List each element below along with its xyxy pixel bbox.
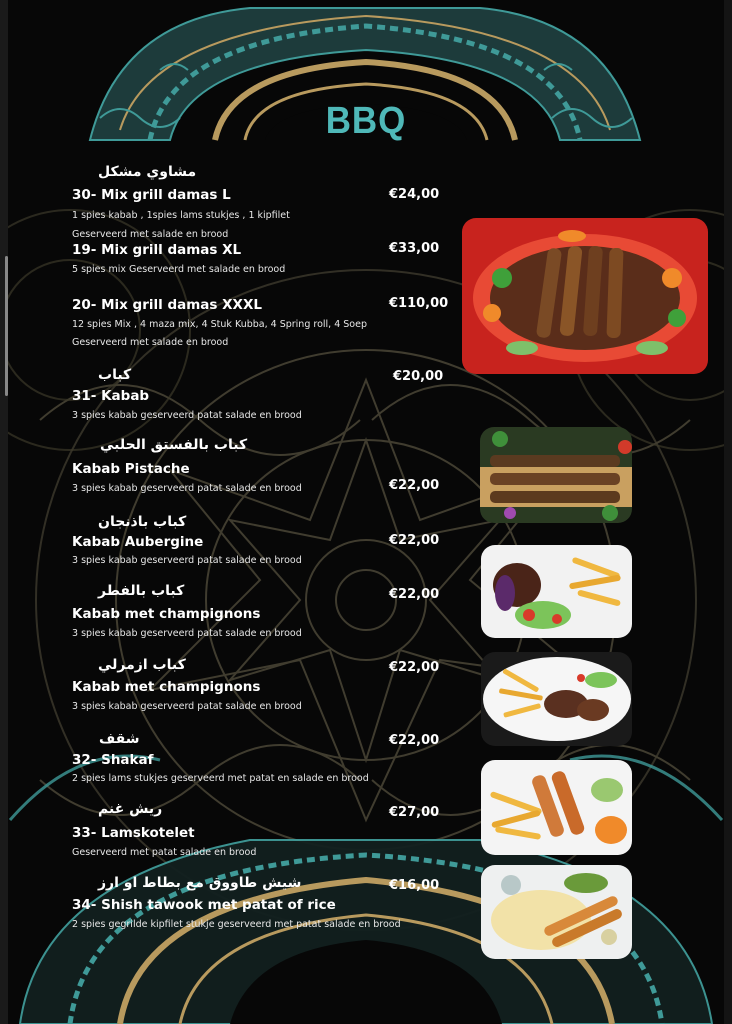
- item-name: 20- Mix grill damas XXXL: [72, 297, 262, 313]
- shakaf-photo: [481, 760, 632, 855]
- shish-tawook-photo: [481, 865, 632, 959]
- kabab-pistache-photo: [480, 427, 632, 523]
- left-frame: [0, 0, 8, 1024]
- item-description: 3 spies kabab geserveerd patat salade en brood: [72, 410, 302, 421]
- item-description: 5 spies mix Geserveerd met salade en brood: [72, 264, 286, 275]
- item-price: €20,00: [393, 369, 444, 384]
- scrollbar[interactable]: [5, 256, 8, 396]
- item-price: €22,00: [389, 587, 440, 602]
- item-arabic-name: كباب ازمرلي: [98, 657, 186, 673]
- item-name: 32- Shakaf: [72, 752, 154, 768]
- item-description: 3 spies kabab geserveerd patat salade en brood: [72, 555, 302, 566]
- item-name: 34- Shish tawook met patat of rice: [72, 897, 336, 913]
- right-frame: [724, 0, 732, 1024]
- mix-grill-photo: [462, 218, 708, 374]
- page-title: BBQ: [325, 100, 407, 142]
- item-name: Kabab Aubergine: [72, 534, 204, 550]
- item-name: 19- Mix grill damas XL: [72, 242, 242, 258]
- item-description: 2 spies gegrilde kipfilet stukje geserveerd met patat salade en brood: [72, 919, 401, 930]
- item-price: €110,00: [389, 296, 449, 311]
- section-arabic-heading: مشاوي مشكل: [98, 164, 197, 180]
- item-description: Geserveerd met patat salade en brood: [72, 847, 257, 858]
- item-arabic-name: شيش طاووق مع بطاط او ارز: [98, 875, 302, 891]
- item-arabic-name: كباب باذنجان: [98, 514, 187, 530]
- item-name: Kabab Pistache: [72, 461, 190, 477]
- item-name: Kabab met champignons: [72, 679, 261, 695]
- item-price: €27,00: [389, 805, 440, 820]
- kabab-aubergine-photo: [481, 545, 632, 638]
- item-name: Kabab met champignons: [72, 606, 261, 622]
- item-price: €22,00: [389, 533, 440, 548]
- item-price: €22,00: [389, 660, 440, 675]
- item-description: 1 spies kabab , 1spies lams stukjes , 1 kipfilet: [72, 210, 290, 221]
- section-arabic-heading: كباب: [98, 367, 132, 383]
- item-name: 30- Mix grill damas L: [72, 187, 231, 203]
- item-price: €24,00: [389, 187, 440, 202]
- item-arabic-name: كباب بالفستق الحلبي: [100, 437, 248, 453]
- item-description: 3 spies kabab geserveerd patat salade en brood: [72, 701, 302, 712]
- item-price: €22,00: [389, 733, 440, 748]
- item-price: €33,00: [389, 241, 440, 256]
- item-description: 12 spies Mix , 4 maza mix, 4 Stuk Kubba, 4 Spring roll, 4 Soep: [72, 319, 367, 330]
- item-price: €22,00: [389, 478, 440, 493]
- item-arabic-name: ريش غنم: [98, 801, 163, 817]
- item-description: 3 spies kabab geserveerd patat salade en brood: [72, 628, 302, 639]
- item-name: 33- Lamskotelet: [72, 825, 195, 841]
- item-description: Geserveerd met salade en brood: [72, 229, 229, 240]
- item-price: €16,00: [389, 878, 440, 893]
- item-description: 2 spies lams stukjes geserveerd met patat en salade en brood: [72, 773, 369, 784]
- item-description: Geserveerd met salade en brood: [72, 337, 229, 348]
- item-description: 3 spies kabab geserveerd patat salade en brood: [72, 483, 302, 494]
- kabab-champignons-photo: [481, 652, 632, 746]
- item-arabic-name: كباب بالفطر: [98, 583, 185, 599]
- item-name: 31- Kabab: [72, 388, 150, 404]
- item-arabic-name: شقف: [99, 731, 140, 747]
